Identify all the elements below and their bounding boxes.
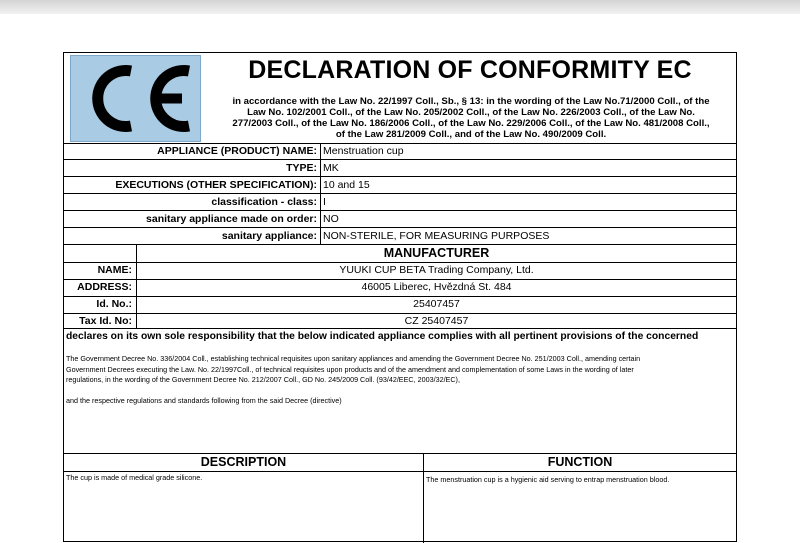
sanitary-appliance-value: NON-STERILE, FOR MEASURING PURPOSES xyxy=(323,230,550,242)
manufacturer-name-label: NAME: xyxy=(97,264,132,276)
viewer-top-bar xyxy=(0,0,800,14)
function-text: The menstruation cup is a hygienic aid serving to entrap menstruation blood. xyxy=(426,475,670,484)
made-on-order-label: sanitary appliance made on order: xyxy=(146,213,317,225)
classification-label: classification - class: xyxy=(211,196,317,208)
function-heading: FUNCTION xyxy=(547,455,613,469)
declaration-document xyxy=(63,52,737,542)
tax-id-label: Tax Id. No: xyxy=(79,315,132,327)
made-on-order-value: NO xyxy=(323,213,339,225)
tax-id-value: CZ 25407457 xyxy=(404,315,469,327)
manufacturer-heading: MANUFACTURER xyxy=(383,246,490,260)
address-value: 46005 Liberec, Hvězdná St. 484 xyxy=(361,281,512,293)
legal-basis: in accordance with the Law No. 22/1997 Coll., Sb., § 13: in the wording of the Law No.71/2000 Coll., of the Law No. 102/2001 Coll., of the Law No. 205/2002 Coll., of the Law No. 226/2003 Coll., of the Law No. 277/2003 Coll., of the Law No. 186/2006 Coll., of the Law No. 229/2006 Coll., of the Law No. 481/2008 Coll., of the Law 281/2009 Coll., and of the Law No. 490/2009 Coll. xyxy=(232,96,710,140)
id-no-label: Id. No.: xyxy=(96,298,132,310)
classification-value: I xyxy=(323,196,326,208)
ce-logo xyxy=(70,55,201,142)
appliance-name-value: Menstruation cup xyxy=(323,145,404,157)
type-label: TYPE: xyxy=(286,162,317,174)
manufacturer-name-value: YUUKI CUP BETA Trading Company, Ltd. xyxy=(339,264,534,276)
description-text: The cup is made of medical grade silicone. xyxy=(66,473,203,482)
appliance-name-label: APPLIANCE (PRODUCT) NAME: xyxy=(157,145,317,157)
id-no-value: 25407457 xyxy=(413,298,460,310)
type-value: MK xyxy=(323,162,339,174)
executions-value: 10 and 15 xyxy=(323,179,370,191)
description-heading: DESCRIPTION xyxy=(200,455,287,469)
address-label: ADDRESS: xyxy=(77,281,132,293)
standards-text: and the respective regulations and standards following from the said Decree (directive) xyxy=(66,396,342,405)
declaration-statement: declares on its own sole responsibility that the below indicated appliance complies with all pertinent provisions of the concerned xyxy=(66,331,699,342)
ce-mark-icon xyxy=(71,56,200,141)
document-title: DECLARATION OF CONFORMITY EC xyxy=(248,56,692,84)
decree-text: The Government Decree No. 336/2004 Coll., establishing technical requisites upon sanitary appliances and amending the Government Decree No. 251/2003 Coll., amending certain Government Decrees executing the Law. No. 22/1997Coll., of technical requisites upon products and of the amendment and complementation of some Laws in the wording of later regulations, in the wording of the Government Decree No. 212/2007 Coll., GD No. 245/2009 Coll. (93/42/EEC, 2003/32/EC), xyxy=(66,354,641,384)
executions-label: EXECUTIONS (OTHER SPECIFICATION): xyxy=(115,179,317,191)
sanitary-appliance-label: sanitary appliance: xyxy=(221,230,317,242)
